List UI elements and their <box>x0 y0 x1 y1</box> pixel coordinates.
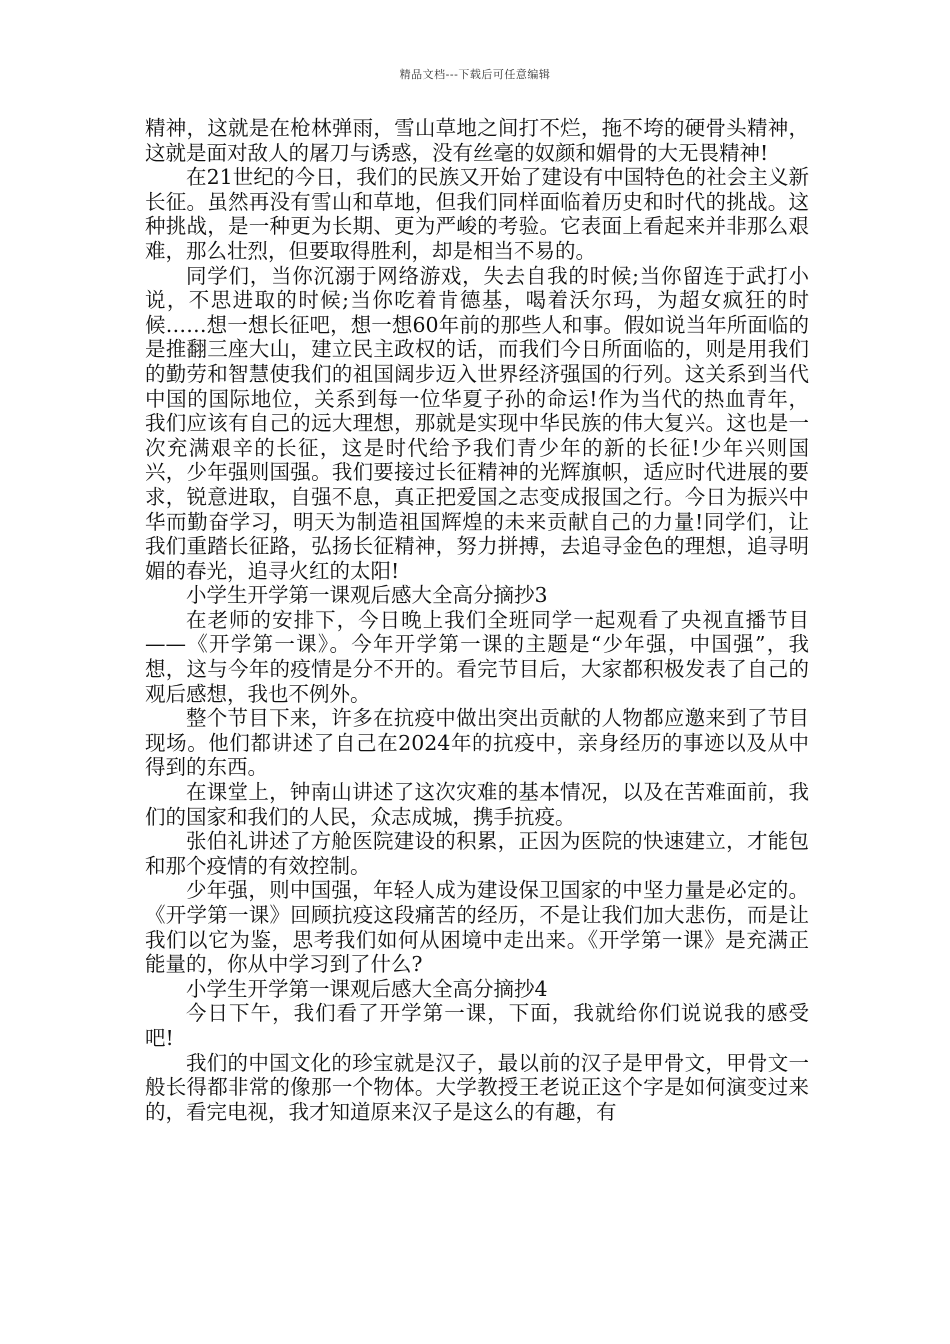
paragraph: 张伯礼讲述了方舱医院建设的积累，正因为医院的快速建立，才能包和那个疫情的有效控制。 <box>145 829 809 878</box>
paragraph: 少年强，则中国强，年轻人成为建设保卫国家的中坚力量是必定的。《开学第一课》回顾抗疫这段痛苦的经历，不是让我们加大悲伤，而是让我们以它为鉴，思考我们如何从困境中走出来。《开学第一课》是充满正能量的，你从中学习到了什么? <box>145 878 809 977</box>
paragraph: 在老师的安排下，今日晚上我们全班同学一起观看了央视直播节目——《开学第一课》。今年开学第一课的主题是“少年强，中国强”，我想，这与今年的疫情是分不开的。看完节目后，大家都积极发表了自己的观后感想，我也不例外。 <box>145 607 809 706</box>
paragraph: 我们的中国文化的珍宝就是汉子，最以前的汉子是甲骨文，甲骨文一般长得都非常的像那一个物体。大学教授王老说正这个字是如何演变过来的，看完电视，我才知道原来汉子是这么的有趣，有 <box>145 1050 809 1124</box>
paragraph: 在21世纪的今日，我们的民族又开始了建设有中国特色的社会主义新长征。虽然再没有雪山和草地，但我们同样面临着历史和时代的挑战。这种挑战，是一种更为长期、更为严峻的考验。它表面上看起来并非那么艰难，那么壮烈，但要取得胜利，却是相当不易的。 <box>145 165 809 263</box>
section-heading: 小学生开学第一课观后感大全高分摘抄3 <box>186 583 548 608</box>
page-header: 精品文档---下载后可任意编辑 <box>399 68 551 81</box>
paragraph: 在课堂上，钟南山讲述了这次灾难的基本情况，以及在苦难面前，我们的国家和我们的人民，众志成城，携手抗疫。 <box>145 780 809 829</box>
paragraph: 同学们，当你沉溺于网络游戏，失去自我的时候;当你留连于武打小说，不思进取的时候;当你吃着肯德基，喝着沃尔玛，为超女疯狂的时候……想一想长征吧，想一想60年前的那些人和事。假如说当年所面临的是推翻三座大山，建立民主政权的话，而我们今日所面临的，则是用我们的勤劳和智慧使我们的祖国阔步迈入世界经济强国的行列。这关系到当代中国的国际地位，关系到每一位华夏子孙的命运!作为当代的热血青年，我们应该有自己的远大理想，那就是实现中华民族的伟大复兴。这也是一次充满艰辛的长征，这是时代给予我们青少年的新的长征!少年兴则国兴，少年强则国强。我们要接过长征精神的光辉旗帜，适应时代进展的要求，锐意进取，自强不息，真正把爱国之志变成报国之行。今日为振兴中华而勤奋学习，明天为制造祖国辉煌的未来贡献自己的力量!同学们，让我们重踏长征路，弘扬长征精神，努力拼搏，去追寻金色的理想，追寻明媚的春光，追寻火红的太阳! <box>145 263 809 583</box>
paragraph: 今日下午，我们看了开学第一课，下面，我就给你们说说我的感受吧! <box>145 1001 809 1050</box>
section-heading: 小学生开学第一课观后感大全高分摘抄4 <box>186 976 548 1001</box>
paragraph: 整个节目下来，许多在抗疫中做出突出贡献的人物都应邀来到了节目现场。他们都讲述了自己在2024年的抗疫中，亲身经历的事迹以及从中得到的东西。 <box>145 706 809 780</box>
paragraph: 精神，这就是在枪林弹雨，雪山草地之间打不烂，拖不垮的硬骨头精神，这就是面对敌人的屠刀与诱惑，没有丝毫的奴颜和媚骨的大无畏精神! <box>145 116 809 165</box>
document-body <box>145 116 809 1124</box>
